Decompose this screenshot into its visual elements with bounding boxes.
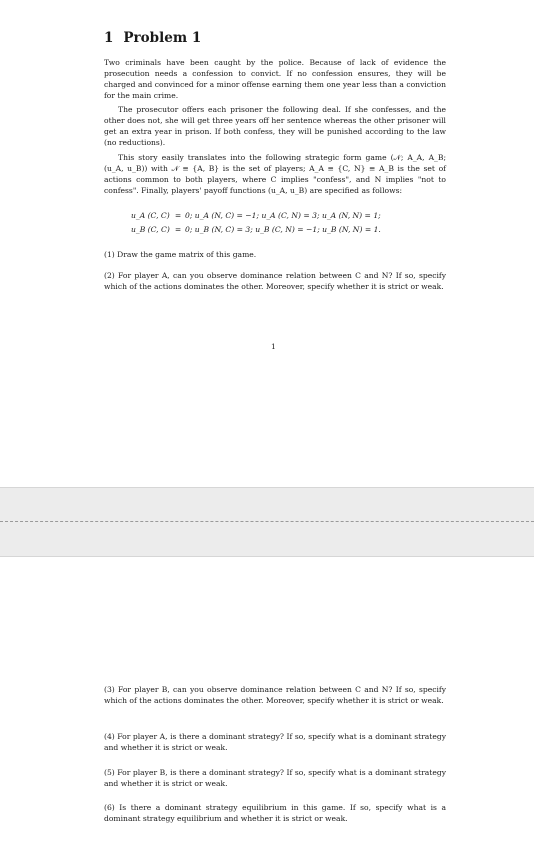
section-title: Problem 1 <box>123 30 202 46</box>
question-5: (5) For player B, is there a dominant strategy? If so, specify what is a dominant strategy and whether it is strict or weak. <box>104 768 446 788</box>
payoff-equation-b: u_B (C, C) = 0; u_B (N, C) = 3; u_B (C, N) = −1; u_B (N, N) = 1. <box>131 225 381 234</box>
intro-paragraph: Two criminals have been caught by the police. Because of lack of evidence the prosecution needs a confession to convict. If no confession ensures, they will be charged and convinced for a minor offense earning them one year less than a conviction for the main crime. <box>104 58 446 100</box>
prosecutor-paragraph: The prosecutor offers each prisoner the following deal. If she confesses, and the other does not, she will get three years off her sentence whereas the other prisoner will get an extra year in prison. If both confess, they will be punished according to the law (no reductions). <box>104 105 446 147</box>
equation-rhs: 0; u_B (N, C) = 3; u_B (C, N) = −1; u_B (N, N) = 1. <box>185 225 381 234</box>
equation-lhs: u_B (C, C) <box>131 225 170 234</box>
payoff-equation-a: u_A (C, C) = 0; u_A (N, C) = −1; u_A (C, N) = 3; u_A (N, N) = 1; <box>131 211 381 220</box>
question-2: (2) For player A, can you observe dominance relation between C and N? If so, specify which of the actions dominates the other. Moreover, specify whether it is strict or weak. <box>104 271 446 291</box>
page-gap <box>0 487 534 557</box>
equation-rhs: 0; u_A (N, C) = −1; u_A (C, N) = 3; u_A (N, N) = 1; <box>185 211 381 220</box>
page-break-divider <box>0 521 534 522</box>
question-1: (1) Draw the game matrix of this game. <box>104 250 257 259</box>
strategic-form-paragraph: This story easily translates into the following strategic form game (𝒩; A_A, A_B; (u_A, u_B)) with 𝒩 ≡ {A, B} is the set of players; A_A ≡ {C, N} ≡ A_B is the set of actions common to both players, where C implies "confess", and N implies "not to confess". Finally, players' payoff functions (u_A, u_B) are specified as follows: <box>104 153 446 195</box>
question-3: (3) For player B, can you observe dominance relation between C and N? If so, specify which of the actions dominates the other. Moreover, specify whether it is strict or weak. <box>104 685 446 705</box>
page-gap-bottom-border <box>0 556 534 557</box>
section-number: 1 <box>104 30 114 46</box>
equation-lhs: u_A (C, C) <box>131 211 170 220</box>
question-6: (6) Is there a dominant strategy equilibrium in this game. If so, specify what is a dominant strategy equilibrium and whether it is strict or weak. <box>104 803 446 823</box>
page-number: 1 <box>271 342 276 351</box>
section-heading <box>104 30 201 46</box>
page-gap-top-border <box>0 487 534 488</box>
question-4: (4) For player A, is there a dominant strategy? If so, specify what is a dominant strategy and whether it is strict or weak. <box>104 732 446 752</box>
